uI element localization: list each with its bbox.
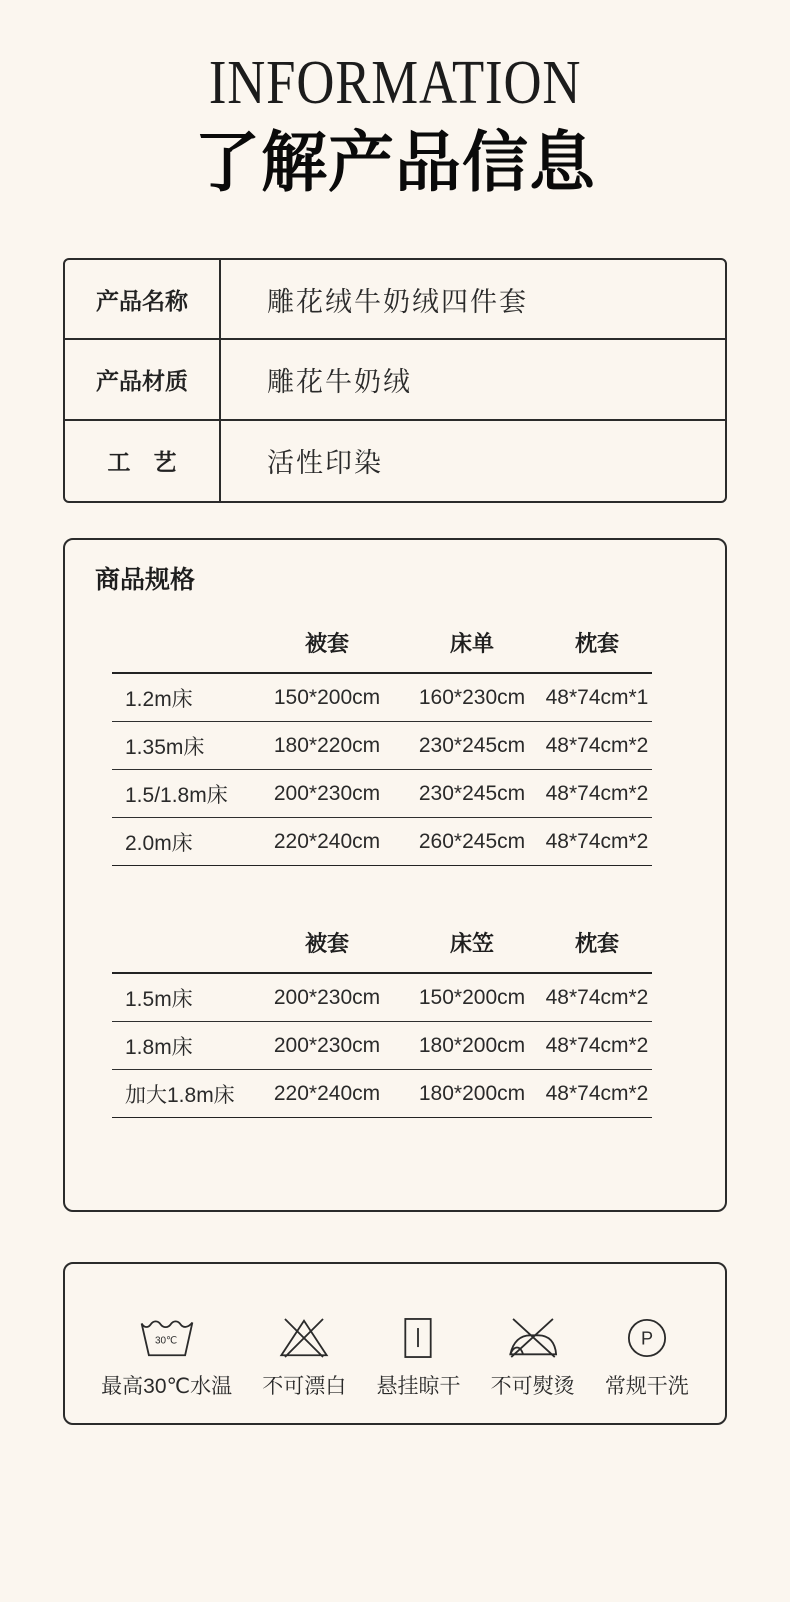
dry-clean-icon <box>618 1316 676 1360</box>
spec-header-duvet-cover: 被套 <box>304 630 349 656</box>
spec-header-duvet-cover: 被套 <box>304 930 349 956</box>
spec-cell: 150*200cm <box>418 985 526 1009</box>
svg-text:P: P <box>640 1328 653 1349</box>
spec-cell: 1.35m床 <box>125 735 205 759</box>
care-instructions-box <box>63 1262 727 1425</box>
table-row <box>65 340 725 420</box>
spec-header-fitted-sheet: 床笠 <box>449 930 494 956</box>
care-item-no-bleach <box>262 1264 346 1400</box>
wash-max30-icon <box>138 1316 196 1360</box>
info-value-material: 雕花牛奶绒 <box>267 366 412 397</box>
spec-cell: 150*200cm <box>273 685 381 709</box>
table-row <box>112 1022 652 1070</box>
page-title-english <box>0 49 790 117</box>
spec-cell: 加大1.8m床 <box>125 1083 235 1107</box>
spec-cell: 48*74cm*1 <box>545 685 649 709</box>
care-label: 常规干洗 <box>604 1375 689 1398</box>
spec-cell: 200*230cm <box>273 1033 381 1057</box>
spec-box <box>63 538 727 1212</box>
care-label: 不可漂白 <box>262 1375 347 1398</box>
spec-cell: 48*74cm*2 <box>545 985 649 1009</box>
spec-cell: 48*74cm*2 <box>545 1081 649 1105</box>
spec-header-bed-sheet: 床单 <box>449 630 494 656</box>
spec-cell: 1.2m床 <box>125 687 193 711</box>
no-bleach-icon <box>275 1316 333 1360</box>
info-value-craft: 活性印染 <box>267 448 383 479</box>
table-row <box>65 260 725 340</box>
svg-text:30℃: 30℃ <box>154 1335 177 1347</box>
spec-cell: 1.8m床 <box>125 1035 193 1059</box>
care-item-hang-dry <box>376 1264 460 1400</box>
spec-cell: 180*200cm <box>418 1081 526 1105</box>
spec-table-header-row <box>112 612 652 674</box>
spec-table-header-row <box>112 912 652 974</box>
spec-header-pillowcase: 枕套 <box>574 930 619 956</box>
table-row <box>65 421 725 501</box>
spec-cell: 2.0m床 <box>125 831 193 855</box>
table-row <box>112 974 652 1022</box>
table-row <box>112 818 652 866</box>
spec-cell: 200*230cm <box>273 985 381 1009</box>
care-item-dry-clean <box>605 1264 689 1400</box>
spec-cell: 1.5m床 <box>125 987 193 1011</box>
spec-cell: 230*245cm <box>418 781 526 805</box>
info-value-product-name: 雕花绒牛奶绒四件套 <box>267 286 528 317</box>
care-label: 悬挂晾干 <box>376 1375 461 1398</box>
table-row <box>112 1070 652 1118</box>
info-label-product-name: 产品名称 <box>65 260 221 338</box>
spec-cell: 48*74cm*2 <box>545 829 649 853</box>
spec-cell: 48*74cm*2 <box>545 1033 649 1057</box>
page-title-chinese: 了解产品信息 <box>194 124 596 201</box>
table-row <box>112 674 652 722</box>
spec-cell: 260*245cm <box>418 829 526 853</box>
care-label: 不可熨烫 <box>490 1375 575 1398</box>
care-item-no-iron <box>491 1264 575 1400</box>
spec-cell: 48*74cm*2 <box>545 781 649 805</box>
care-label: 最高30℃水温 <box>101 1375 233 1398</box>
info-label-craft: 工 艺 <box>65 421 221 501</box>
table-row <box>112 722 652 770</box>
spec-cell: 200*230cm <box>273 781 381 805</box>
spec-cell: 220*240cm <box>273 1081 381 1105</box>
spec-cell: 180*200cm <box>418 1033 526 1057</box>
product-info-table <box>63 258 727 503</box>
care-item-wash-temp <box>101 1264 232 1400</box>
spec-cell: 48*74cm*2 <box>545 733 649 757</box>
info-label-material: 产品材质 <box>65 340 221 418</box>
spec-table-fitted-sheet <box>112 912 652 1118</box>
table-row <box>112 770 652 818</box>
spec-cell: 180*220cm <box>273 733 381 757</box>
spec-cell: 220*240cm <box>273 829 381 853</box>
spec-cell: 230*245cm <box>418 733 526 757</box>
hang-dry-icon <box>389 1316 447 1360</box>
no-iron-icon <box>504 1316 562 1360</box>
spec-box-title: 商品规格 <box>95 566 196 594</box>
spec-header-pillowcase: 枕套 <box>574 630 619 656</box>
spec-table-sheet <box>112 612 652 866</box>
spec-cell: 1.5/1.8m床 <box>125 783 228 807</box>
page-title-english-text: INFORMATION <box>208 49 582 117</box>
spec-cell: 160*230cm <box>418 685 526 709</box>
